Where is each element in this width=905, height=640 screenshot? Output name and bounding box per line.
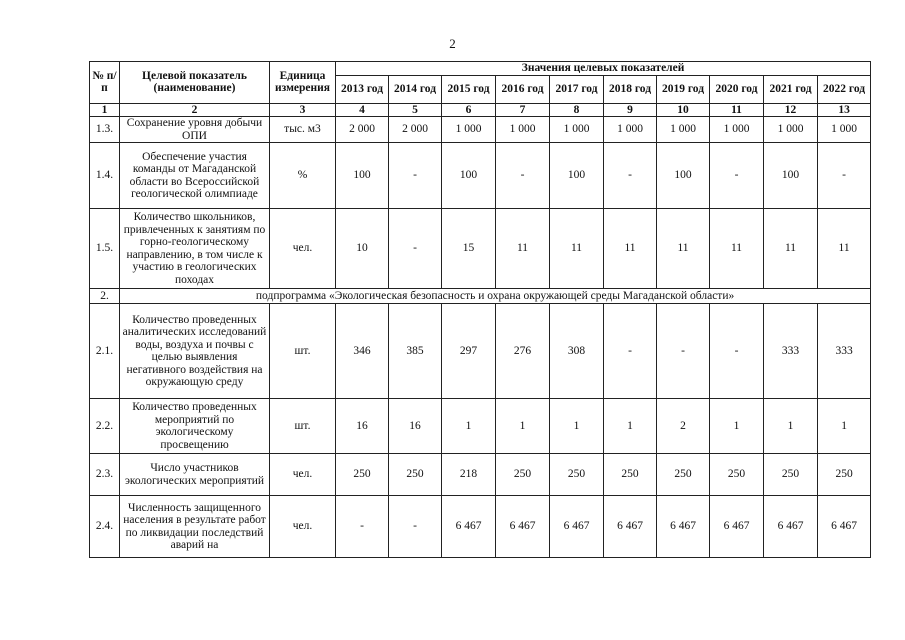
header-values-group: Значения целевых показателей <box>336 62 871 76</box>
column-number: 3 <box>270 103 336 117</box>
year-header: 2014 год <box>389 75 442 103</box>
column-number: 2 <box>120 103 270 117</box>
year-header: 2013 год <box>336 75 389 103</box>
value-cell: 16 <box>389 399 442 454</box>
value-cell: 1 <box>764 399 818 454</box>
value-cell: 1 000 <box>496 117 550 143</box>
row-num: 1.4. <box>90 143 120 209</box>
column-number: 4 <box>336 103 389 117</box>
indicator-name: Численность защищенного населения в результате работ по ликвидации последствий аварий на <box>120 496 270 558</box>
value-cell: - <box>389 143 442 209</box>
value-cell: 276 <box>496 304 550 399</box>
value-cell: 6 467 <box>496 496 550 558</box>
column-number: 8 <box>550 103 604 117</box>
value-cell: 10 <box>336 209 389 289</box>
value-cell: 100 <box>442 143 496 209</box>
year-header: 2015 год <box>442 75 496 103</box>
table-row <box>90 304 871 399</box>
unit-cell: чел. <box>270 209 336 289</box>
value-cell: 6 467 <box>710 496 764 558</box>
value-cell: 1 <box>604 399 657 454</box>
value-cell: 1 <box>442 399 496 454</box>
value-cell: 6 467 <box>657 496 710 558</box>
value-cell: 11 <box>818 209 871 289</box>
value-cell: 1 000 <box>604 117 657 143</box>
indicator-name: Количество проведенных аналитических исследований воды, воздуха и почвы с целью выявления негативного воздействия на окружающую среду <box>120 304 270 399</box>
value-cell: 6 467 <box>550 496 604 558</box>
column-number: 5 <box>389 103 442 117</box>
column-number: 13 <box>818 103 871 117</box>
value-cell: 1 <box>496 399 550 454</box>
year-header: 2018 год <box>604 75 657 103</box>
year-header: 2019 год <box>657 75 710 103</box>
value-cell: 333 <box>818 304 871 399</box>
unit-cell: тыс. м3 <box>270 117 336 143</box>
year-header: 2016 год <box>496 75 550 103</box>
column-number: 1 <box>90 103 120 117</box>
value-cell: 100 <box>550 143 604 209</box>
value-cell: 11 <box>604 209 657 289</box>
column-number: 10 <box>657 103 710 117</box>
value-cell: 1 <box>550 399 604 454</box>
value-cell: 2 000 <box>389 117 442 143</box>
row-num: 2.2. <box>90 399 120 454</box>
value-cell: 250 <box>764 454 818 496</box>
value-cell: 2 000 <box>336 117 389 143</box>
value-cell: 346 <box>336 304 389 399</box>
value-cell: 100 <box>336 143 389 209</box>
value-cell: 250 <box>818 454 871 496</box>
table-row <box>90 117 871 143</box>
value-cell: 250 <box>389 454 442 496</box>
value-cell: - <box>604 143 657 209</box>
value-cell: 250 <box>336 454 389 496</box>
value-cell: 250 <box>496 454 550 496</box>
value-cell: 1 <box>710 399 764 454</box>
value-cell: - <box>389 209 442 289</box>
year-header: 2020 год <box>710 75 764 103</box>
unit-cell: шт. <box>270 399 336 454</box>
column-number: 11 <box>710 103 764 117</box>
indicator-name: Число участников экологических мероприятий <box>120 454 270 496</box>
subprogram-title: подпрограмма «Экологическая безопасность и охрана окружающей среды Магаданской области» <box>120 289 871 304</box>
value-cell: 1 000 <box>657 117 710 143</box>
value-cell: 1 000 <box>442 117 496 143</box>
value-cell: 11 <box>550 209 604 289</box>
value-cell: 1 000 <box>710 117 764 143</box>
header-indicator: Целевой показатель (наименование) <box>120 62 270 104</box>
header-unit: Единица измерения <box>270 62 336 104</box>
value-cell: - <box>710 143 764 209</box>
value-cell: - <box>389 496 442 558</box>
year-header: 2022 год <box>818 75 871 103</box>
unit-cell: чел. <box>270 496 336 558</box>
value-cell: 16 <box>336 399 389 454</box>
value-cell: - <box>818 143 871 209</box>
value-cell: 6 467 <box>442 496 496 558</box>
value-cell: 250 <box>550 454 604 496</box>
value-cell: 6 467 <box>818 496 871 558</box>
table-row <box>90 143 871 209</box>
value-cell: - <box>496 143 550 209</box>
header-num: № п/п <box>90 62 120 104</box>
page-number: 2 <box>449 36 456 51</box>
value-cell: 297 <box>442 304 496 399</box>
value-cell: - <box>336 496 389 558</box>
target-indicators-table <box>89 61 871 558</box>
value-cell: 100 <box>657 143 710 209</box>
column-number: 9 <box>604 103 657 117</box>
value-cell: 250 <box>604 454 657 496</box>
value-cell: 15 <box>442 209 496 289</box>
value-cell: 385 <box>389 304 442 399</box>
unit-cell: чел. <box>270 454 336 496</box>
value-cell: 2 <box>657 399 710 454</box>
value-cell: 11 <box>657 209 710 289</box>
column-number: 6 <box>442 103 496 117</box>
unit-cell: % <box>270 143 336 209</box>
row-num: 1.5. <box>90 209 120 289</box>
value-cell: 1 <box>818 399 871 454</box>
year-header: 2017 год <box>550 75 604 103</box>
indicator-name: Обеспечение участия команды от Магаданской области во Всероссийской геологической олимпиаде <box>120 143 270 209</box>
value-cell: 333 <box>764 304 818 399</box>
table-row <box>90 209 871 289</box>
subprogram-row <box>90 289 871 304</box>
value-cell: 1 000 <box>764 117 818 143</box>
row-num: 2.3. <box>90 454 120 496</box>
value-cell: 11 <box>496 209 550 289</box>
table-row <box>90 454 871 496</box>
value-cell: 218 <box>442 454 496 496</box>
row-num: 2.1. <box>90 304 120 399</box>
row-num: 2.4. <box>90 496 120 558</box>
value-cell: 11 <box>710 209 764 289</box>
table-row <box>90 496 871 558</box>
column-number: 7 <box>496 103 550 117</box>
value-cell: 6 467 <box>604 496 657 558</box>
value-cell: 100 <box>764 143 818 209</box>
indicator-name: Сохранение уровня добычи ОПИ <box>120 117 270 143</box>
value-cell: 1 000 <box>550 117 604 143</box>
column-number: 12 <box>764 103 818 117</box>
subprogram-num: 2. <box>90 289 120 304</box>
value-cell: 6 467 <box>764 496 818 558</box>
value-cell: 11 <box>764 209 818 289</box>
value-cell: 308 <box>550 304 604 399</box>
value-cell: 250 <box>710 454 764 496</box>
value-cell: - <box>657 304 710 399</box>
value-cell: 1 000 <box>818 117 871 143</box>
indicator-name: Количество школьников, привлеченных к занятиям по горно-геологическому направлению, в том числе к участию в геологических походах <box>120 209 270 289</box>
value-cell: - <box>604 304 657 399</box>
row-num: 1.3. <box>90 117 120 143</box>
value-cell: 250 <box>657 454 710 496</box>
unit-cell: шт. <box>270 304 336 399</box>
indicator-name: Количество проведенных мероприятий по экологическому просвещению <box>120 399 270 454</box>
value-cell: - <box>710 304 764 399</box>
year-header: 2021 год <box>764 75 818 103</box>
table-row <box>90 399 871 454</box>
